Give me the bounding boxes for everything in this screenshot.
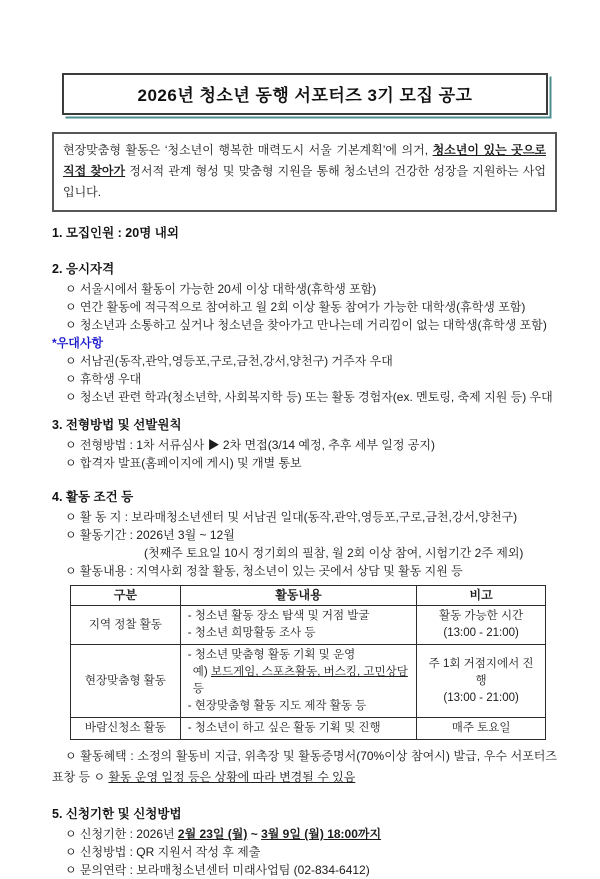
section1-heading: 1. 모집인원 : 20명 내외: [52, 226, 179, 240]
preference-list: [52, 352, 557, 406]
intro-text-post: 정서적 관계 형성 및 맞춤형 지원을 통해 청소년의 건강한 성장을 지원하는 사업입니다.: [63, 164, 546, 199]
activity-table: [70, 585, 546, 740]
row2-note-line2: (13:00 - 21:00): [443, 691, 519, 704]
column-header-content: 활동내용: [180, 586, 416, 606]
section2-heading: 2. 응시자격: [52, 262, 115, 276]
preference-label: *우대사항: [52, 336, 104, 350]
list-item: ㅇ 서울시에서 활동이 가능한 20세 이상 대학생(휴학생 포함): [65, 282, 377, 296]
row2-category: 현장맞춤형 활동: [71, 645, 181, 718]
intro-box: [52, 132, 557, 212]
section3-heading: 3. 전형방법 및 선발원칙: [52, 418, 182, 432]
deadline-tilde: ~: [247, 827, 262, 841]
deadline-start-date: 2월 23일 (월): [177, 827, 248, 841]
list-item: ㅇ 휴학생 우대: [65, 372, 142, 386]
row2-content-line3: - 현장맞춤형 활동 지도 제작 활동 등: [187, 700, 367, 712]
section4-heading: 4. 활동 조건 등: [52, 490, 134, 504]
list-item: ㅇ 활 동 지 : 보라매청소년센터 및 서남권 일대(동작,관악,영등포,구로,금천,강서,양천구): [65, 510, 518, 524]
column-header-category: 구분: [71, 586, 181, 606]
row3-content: [180, 718, 416, 740]
row2-content-line1: - 청소년 맞춤형 활동 기획 및 운영: [187, 649, 356, 661]
table-row: [71, 718, 546, 740]
row1-content-line2: - 청소년 희망활동 조사 등: [187, 627, 316, 639]
section5-heading: 5. 신청기한 및 신청방법: [52, 807, 182, 821]
section-application: [52, 806, 557, 879]
section-eligibility: [52, 261, 557, 406]
intro-text-pre: 현장맞춤형 활동은 ‘청소년이 행복한 매력도시 서울 기본계획’에 의거,: [63, 143, 433, 157]
list-item: ㅇ 연간 활동에 적극적으로 참여하고 월 2회 이상 활동 참여가 가능한 대학생(휴학생 포함): [65, 300, 526, 314]
title-box: [62, 73, 548, 115]
list-item: ㅇ 서남권(동작,관악,영등포,구로,금천,강서,양천구) 거주자 우대: [65, 354, 393, 368]
list-item: ㅇ 활동기간 : 2026년 3월 ~ 12월: [65, 528, 235, 542]
column-header-note: 비고: [417, 586, 546, 606]
list-item: ㅇ 합격자 발표(홈페이지에 게시) 및 개별 통보: [65, 456, 302, 470]
list-item: ㅇ 문의연락 : 보라매청소년센터 미래사업팀 (02-834-6412): [65, 863, 370, 877]
page-title: 2026년 청소년 동행 서포터즈 3기 모집 공고: [137, 86, 473, 105]
application-list: [52, 825, 557, 879]
row1-content-line1: - 청소년 활동 장소 탐색 및 거점 발굴: [187, 610, 370, 622]
row2-content-line2: [188, 664, 409, 698]
list-item: ㅇ 신청방법 : QR 지원서 작성 후 제출: [65, 845, 261, 859]
row3-note-line1: 매주 토요일: [451, 722, 511, 734]
note-bullet-prefix: ㅇ: [93, 769, 109, 784]
row1-content: [180, 606, 416, 645]
intro-paragraph: [63, 140, 546, 203]
row2-content: [180, 645, 416, 718]
list-item: ㅇ 청소년과 소통하고 싶거나 청소년을 찾아가고 만나는데 거리낌이 없는 대학생(휴학생 포함): [65, 318, 547, 332]
section-recruit-count: [52, 225, 557, 241]
period-note: (첫째주 토요일 10시 정기회의 필참, 월 2회 이상 참여, 시험기간 2주 제외): [144, 546, 524, 560]
deadline-line: [52, 825, 557, 843]
row2-note: [417, 645, 546, 718]
row1-note-line2: (13:00 - 21:00): [443, 627, 519, 639]
row1-category: 지역 정찰 활동: [71, 606, 181, 645]
benefit-text: ㅇ 활동혜택 : 소정의 활동비 지급, 위촉장 및 활동증명서(70%이상 참여시) 발급, 우수 서포터즈 표창 등: [52, 749, 557, 784]
row2-line2-prefix: 예): [192, 666, 211, 678]
activity-list: [52, 508, 557, 580]
benefit-paragraph: [52, 746, 557, 787]
table-row: [71, 606, 546, 645]
row2-line2-underlined: 보드게임, 스포츠활동, 버스킹, 고민상담: [210, 666, 408, 678]
row3-note: [417, 718, 546, 740]
row3-content-line1: - 청소년이 하고 싶은 활동 기획 및 진행: [187, 722, 381, 734]
intro-text-emphasis: 청소년이 있는 곳으로 직접 찾아가: [63, 143, 547, 178]
deadline-prefix: ㅇ 신청기한 : 2026년: [65, 827, 178, 841]
deadline-end-date: 3월 9일 (월) 18:00까지: [261, 827, 382, 841]
row2-note-line1: 주 1회 거점지에서 진행: [428, 657, 534, 687]
list-item: ㅇ 전형방법 : 1차 서류심사 ▶ 2차 면접(3/14 예정, 추후 세부 일정 공지): [65, 438, 435, 452]
row1-note: [417, 606, 546, 645]
eligibility-list: [52, 280, 557, 334]
section-selection: [52, 417, 557, 472]
row3-category: 바람신청소 활동: [71, 718, 181, 740]
section-activity: [52, 489, 557, 787]
schedule-change-note: 활동 운영 일정 등은 상황에 따라 변경될 수 있음: [108, 769, 356, 784]
table-header-row: [71, 586, 546, 606]
table-row: [71, 645, 546, 718]
list-item: ㅇ 활동내용 : 지역사회 정찰 활동, 청소년이 있는 곳에서 상담 및 활동 지원 등: [65, 564, 463, 578]
selection-list: [52, 436, 557, 472]
row2-line2-suffix: 등: [192, 683, 204, 695]
row1-note-line1: 활동 가능한 시간: [439, 610, 524, 622]
list-item: ㅇ 청소년 관련 학과(청소년학, 사회복지학 등) 또는 활동 경험자(ex. 멘토링, 축제 지원 등) 우대: [65, 390, 553, 404]
